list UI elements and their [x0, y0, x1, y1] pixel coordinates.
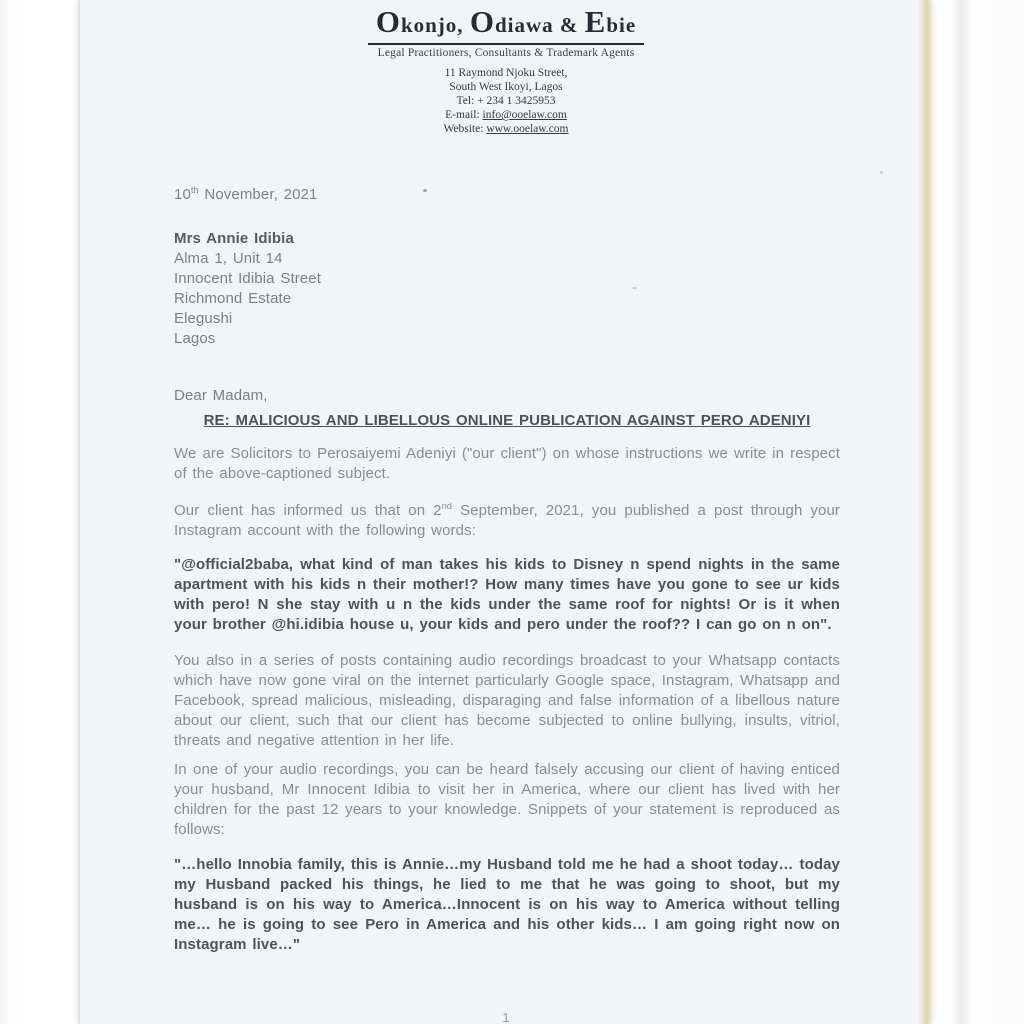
email-label: E-mail:: [445, 109, 483, 121]
firm-address-line-2: South West Ikoyi, Lagos: [449, 81, 563, 93]
recipient-line: Elegushi: [174, 310, 233, 327]
website-address: www.ooelaw.com: [486, 123, 569, 135]
paragraph-audio-posts: You also in a series of posts containing audio recordings broadcast to your Whatsapp contacts which have now gone viral on the internet particularly Google space, Instagram, Whatsapp and Facebook, spread malicious, misleading, disparaging and false information of a libellous nature about our client, such that our client has become subjected to online bullying, insults, vitriol, threats and negative attention in her life.: [174, 652, 840, 749]
letter-date: 10th November, 2021: [174, 185, 318, 203]
website-label: Website:: [443, 123, 487, 135]
recipient-name: Mrs Annie Idibia: [174, 230, 294, 247]
paragraph-accusation: In one of your audio recordings, you can be heard falsely accusing our client of having enticed your husband, Mr Innocent Idibia to visit her in America, where our client has lived with her children for the past 12 years to your knowledge. Snippets of your statement is reproduced as follows:: [174, 761, 840, 838]
firm-name: [368, 6, 644, 45]
paper-shadow: [950, 0, 972, 1024]
quoted-instagram-post: "@official2baba, what kind of man takes his kids to Disney n spend nights in the same apartment with his kids n their mother!? How many times have you gone to see ur kids with pero! N she stay with u n the kids under the same roof for nights! Or is it when your brother @hi.idibia house u, your kids and pero under the roof?? I can go on n on".: [174, 556, 840, 633]
recipient-address: [174, 229, 840, 349]
paragraph-intro: We are Solicitors to Perosaiyemi Adeniyi ("our client") on whose instructions we write in respect of the above-captioned subject.: [174, 445, 840, 482]
recipient-line: Alma 1, Unit 14: [174, 250, 283, 267]
letter-body: [174, 180, 840, 955]
recipient-line: Lagos: [174, 330, 216, 347]
date-ordinal: th: [190, 185, 199, 195]
email-address: info@ooelaw.com: [482, 109, 567, 121]
recipient-line: Richmond Estate: [174, 290, 292, 307]
paragraph-post-date: Our client has informed us that on 2nd September, 2021, you published a post through your Instagram account with the following words:: [174, 501, 841, 539]
firm-email-line: [80, 108, 932, 122]
recipient-line: Innocent Idibia Street: [174, 270, 321, 287]
paper-edge: [919, 0, 932, 1024]
salutation: Dear Madam,: [174, 387, 268, 404]
letter-page: [78, 0, 932, 1024]
scan-speck: [632, 287, 637, 289]
scan-speck: [880, 171, 883, 174]
firm-name-part: Okonjo,: [375, 4, 470, 39]
letterhead: [80, 6, 932, 136]
date-ordinal: nd: [441, 501, 452, 511]
firm-address-line-1: 11 Raymond Njoku Street,: [444, 67, 568, 79]
firm-name-part: Odiawa &: [469, 4, 585, 39]
quoted-audio-transcript: "…hello Innobia family, this is Annie…my Husband told me he had a shoot today… today my Husband packed his things, he lied to me that he was going to shoot, but my husband is on his way to America…Innocent is on his way to America without telling me… he is going to see Pero in America and his other kids… I am going right now on Instagram live…": [174, 856, 840, 953]
page-number: 1: [502, 1010, 510, 1024]
firm-website-line: [80, 122, 932, 136]
firm-phone: Tel: + 234 1 3425953: [456, 95, 556, 107]
scan-speck: [423, 189, 427, 192]
subject-line: RE: MALICIOUS AND LIBELLOUS ONLINE PUBLICATION AGAINST PERO ADENIYI: [203, 412, 811, 429]
firm-tagline: Legal Practitioners, Consultants & Trademark Agents: [377, 47, 635, 59]
firm-name-part: Ebie: [584, 4, 637, 39]
firm-contact-block: [80, 66, 932, 136]
